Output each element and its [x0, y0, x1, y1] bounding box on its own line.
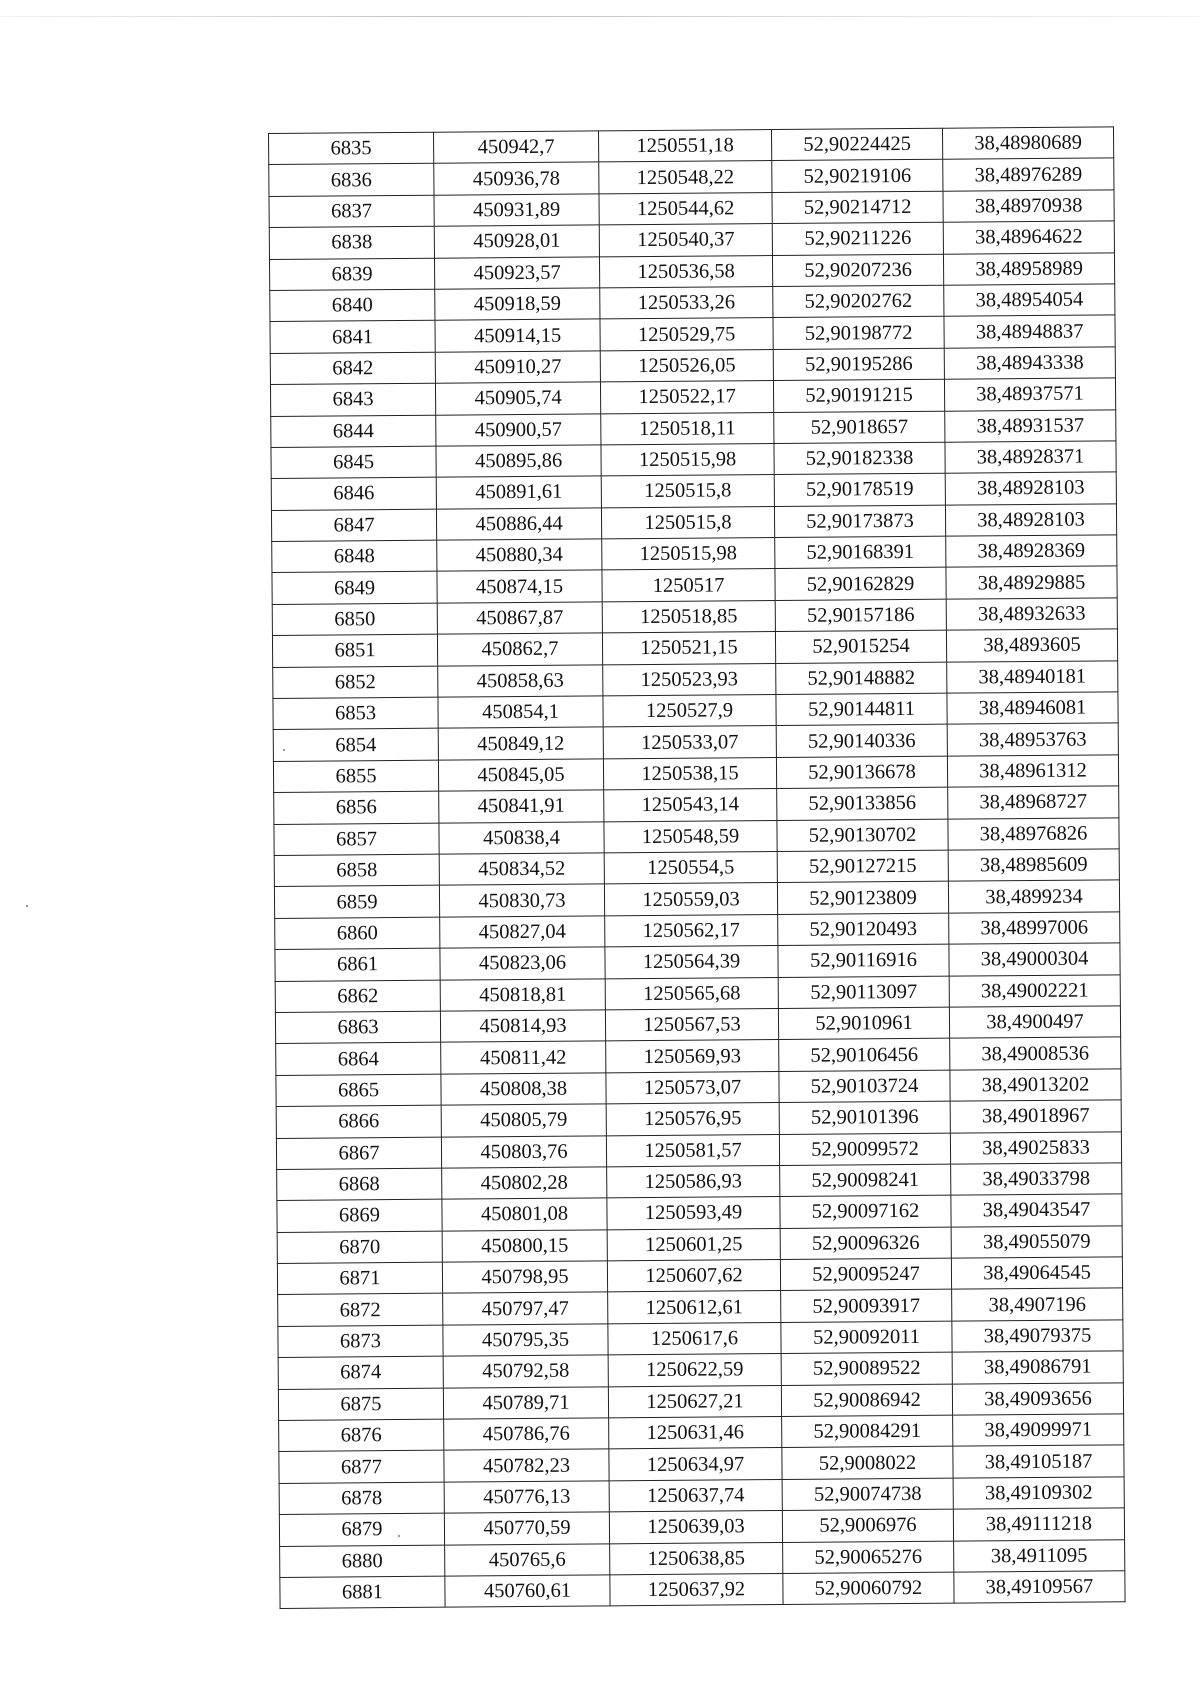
table-cell: 6873 — [278, 1325, 443, 1358]
table-cell: 6866 — [276, 1105, 441, 1138]
table-cell: 6847 — [271, 509, 436, 542]
table-cell: 1250544,62 — [599, 192, 772, 225]
table-cell: 450789,71 — [443, 1386, 608, 1419]
table-cell: 52,90136678 — [776, 756, 947, 789]
table-cell: 450798,95 — [442, 1261, 607, 1294]
table-cell: 52,90095247 — [780, 1258, 951, 1291]
table-cell: 52,90089522 — [781, 1352, 952, 1385]
table-cell: 38,49043547 — [951, 1194, 1122, 1227]
table-cell: 1250601,25 — [607, 1228, 780, 1261]
table-cell: 52,90202762 — [773, 285, 944, 318]
table-cell: 1250631,46 — [609, 1417, 782, 1450]
table-cell: 38,49109302 — [953, 1477, 1124, 1510]
coordinates-table-body — [269, 127, 1126, 1609]
table-cell: 6844 — [271, 415, 436, 448]
table-cell: 6881 — [280, 1576, 445, 1609]
table-cell: 6862 — [275, 980, 440, 1013]
table-cell: 38,48968727 — [948, 786, 1119, 819]
table-cell: 6875 — [278, 1388, 443, 1421]
table-cell: 450936,78 — [434, 162, 599, 195]
table-cell: 52,9006976 — [782, 1509, 953, 1542]
table-cell: 6859 — [274, 886, 439, 919]
table-cell: 52,90120493 — [778, 913, 949, 946]
table-cell: 450803,76 — [441, 1135, 606, 1168]
table-cell: 1250564,39 — [605, 946, 778, 979]
table-cell: 52,90168391 — [775, 536, 946, 569]
table-cell: 52,90065276 — [783, 1541, 954, 1574]
table-cell: 6874 — [278, 1356, 443, 1389]
table-cell: 38,48932633 — [946, 598, 1117, 631]
table-cell: 450797,47 — [443, 1292, 608, 1325]
table-cell: 450765,6 — [445, 1543, 610, 1576]
table-row — [280, 1571, 1125, 1609]
table-cell: 1250567,53 — [605, 1008, 778, 1041]
table-cell: 38,48997006 — [949, 912, 1120, 945]
table-cell: 450931,89 — [434, 194, 599, 227]
table-cell: 1250538,15 — [603, 757, 776, 790]
table-cell: 52,90219106 — [772, 160, 943, 193]
table-cell: 38,48929885 — [946, 566, 1117, 599]
table-cell: 6872 — [278, 1294, 443, 1327]
table-cell: 38,4893605 — [946, 629, 1117, 662]
table-cell: 6868 — [277, 1168, 442, 1201]
table-cell: 38,48931537 — [945, 409, 1116, 442]
table-cell: 6845 — [271, 446, 436, 479]
table-cell: 52,90096326 — [780, 1227, 951, 1260]
table-cell: 38,49000304 — [949, 943, 1120, 976]
table-cell: 1250569,93 — [606, 1040, 779, 1073]
table-cell: 450776,13 — [444, 1481, 609, 1514]
table-cell: 38,49086791 — [952, 1351, 1123, 1384]
table-cell: 450862,7 — [437, 633, 602, 666]
table-cell: 52,90106456 — [779, 1039, 950, 1072]
table-cell: 38,4900497 — [949, 1006, 1120, 1039]
table-cell: 6860 — [275, 917, 440, 950]
table-cell: 52,9008022 — [782, 1447, 953, 1480]
table-cell: 38,49025833 — [950, 1131, 1121, 1164]
table-cell: 52,90148882 — [776, 662, 947, 695]
table-cell: 38,48928371 — [945, 441, 1116, 474]
table-cell: 52,90098241 — [780, 1164, 951, 1197]
table-cell: 52,90133856 — [777, 787, 948, 820]
table-cell: 450880,34 — [437, 539, 602, 572]
table-cell: 38,48937571 — [944, 378, 1115, 411]
table-cell: 1250637,92 — [610, 1573, 783, 1606]
table-cell: 1250533,07 — [603, 726, 776, 759]
table-cell: 6856 — [274, 791, 439, 824]
table-cell: 6843 — [270, 383, 435, 416]
table-cell: 52,90162829 — [775, 568, 946, 601]
table-cell: 38,49111218 — [953, 1508, 1124, 1541]
table-cell: 38,48970938 — [943, 190, 1114, 223]
table-cell: 52,90224425 — [771, 128, 942, 161]
table-cell: 450923,57 — [434, 256, 599, 289]
table-cell: 6867 — [276, 1137, 441, 1170]
table-cell: 450874,15 — [437, 570, 602, 603]
table-cell: 52,90116916 — [778, 944, 949, 977]
table-cell: 52,90191215 — [773, 379, 944, 412]
table-cell: 38,4899234 — [948, 880, 1119, 913]
table-cell: 6878 — [279, 1482, 444, 1515]
table-cell: 450942,7 — [433, 131, 598, 164]
table-cell: 38,49055079 — [951, 1225, 1122, 1258]
table-cell: 1250559,03 — [604, 883, 777, 916]
table-cell: 1250536,58 — [599, 255, 772, 288]
table-cell: 38,48948837 — [944, 315, 1115, 348]
table-cell: 1250607,62 — [607, 1260, 780, 1293]
coordinates-table — [268, 126, 1126, 1609]
table-cell: 1250515,98 — [601, 443, 774, 476]
table-cell: 6880 — [280, 1545, 445, 1578]
table-cell: 450792,58 — [443, 1355, 608, 1388]
table-cell: 1250521,15 — [602, 632, 775, 665]
table-cell: 1250634,97 — [609, 1448, 782, 1481]
table-cell: 6846 — [271, 477, 436, 510]
table-cell: 6855 — [273, 760, 438, 793]
table-cell: 450838,4 — [439, 821, 604, 854]
table-cell: 450808,38 — [441, 1073, 606, 1106]
table-cell: 1250551,18 — [598, 130, 771, 163]
table-cell: 450801,08 — [442, 1198, 607, 1231]
table-cell: 52,90103724 — [779, 1070, 950, 1103]
table-cell: 6852 — [273, 666, 438, 699]
table-cell: 38,4911095 — [954, 1539, 1125, 1572]
table-cell: 450800,15 — [442, 1230, 607, 1263]
table-cell: 450845,05 — [438, 759, 603, 792]
table-cell: 52,90207236 — [772, 254, 943, 287]
table-cell: 38,49013202 — [950, 1069, 1121, 1102]
table-cell: 38,48976289 — [943, 158, 1114, 191]
table-cell: 38,48961312 — [947, 755, 1118, 788]
table-cell: 38,48964622 — [943, 221, 1114, 254]
table-cell: 52,90140336 — [776, 725, 947, 758]
table-cell: 6840 — [270, 289, 435, 322]
table-cell: 1250527,9 — [603, 695, 776, 728]
table-cell: 450886,44 — [436, 508, 601, 541]
table-cell: 52,90093917 — [781, 1290, 952, 1323]
table-cell: 52,90099572 — [779, 1133, 950, 1166]
table-cell: 6837 — [269, 195, 434, 228]
table-cell: 1250543,14 — [604, 789, 777, 822]
table-cell: 1250533,26 — [600, 286, 773, 319]
table-cell: 38,49033798 — [951, 1163, 1122, 1196]
table-cell: 52,90127215 — [777, 850, 948, 883]
table-cell: 6836 — [269, 164, 434, 197]
scan-edge-line — [0, 16, 1200, 17]
scan-speck — [398, 1535, 400, 1537]
table-cell: 1250523,93 — [603, 663, 776, 696]
table-cell: 52,90195286 — [773, 348, 944, 381]
table-cell: 450928,01 — [434, 225, 599, 258]
table-cell: 450900,57 — [436, 413, 601, 446]
table-cell: 38,49079375 — [952, 1320, 1123, 1353]
table-cell: 6841 — [270, 321, 435, 354]
table-cell: 450770,59 — [444, 1512, 609, 1545]
table-cell: 6858 — [274, 854, 439, 887]
table-cell: 38,49093656 — [952, 1382, 1123, 1415]
table-cell: 52,9010961 — [778, 1007, 949, 1040]
table-cell: 38,48953763 — [947, 723, 1118, 756]
table-cell: 6876 — [279, 1419, 444, 1452]
table-cell: 38,48954054 — [944, 284, 1115, 317]
table-cell: 52,90113097 — [778, 976, 949, 1009]
table-cell: 450910,27 — [435, 351, 600, 384]
table-cell: 38,48985609 — [948, 849, 1119, 882]
table-cell: 1250515,8 — [601, 475, 774, 508]
table-cell: 6848 — [272, 540, 437, 573]
table-cell: 38,49105187 — [953, 1445, 1124, 1478]
table-cell: 38,48943338 — [944, 347, 1115, 380]
table-cell: 1250548,59 — [604, 820, 777, 853]
table-cell: 52,9018657 — [774, 411, 945, 444]
table-cell: 1250518,11 — [601, 412, 774, 445]
table-cell: 1250612,61 — [608, 1291, 781, 1324]
table-cell: 1250617,6 — [608, 1322, 781, 1355]
table-cell: 450834,52 — [439, 853, 604, 886]
table-cell: 52,90101396 — [779, 1101, 950, 1134]
table-cell: 1250515,8 — [601, 506, 774, 539]
table-cell: 52,90074738 — [782, 1478, 953, 1511]
table-cell: 450786,76 — [444, 1418, 609, 1451]
table-cell: 6879 — [279, 1513, 444, 1546]
table-cell: 450914,15 — [435, 319, 600, 352]
table-cell: 38,48928103 — [945, 504, 1116, 537]
table-cell: 1250540,37 — [599, 224, 772, 257]
table-cell: 450811,42 — [441, 1041, 606, 1074]
table-cell: 1250586,93 — [607, 1165, 780, 1198]
table-cell: 6853 — [273, 697, 438, 730]
table-cell: 52,90211226 — [772, 222, 943, 255]
table-cell: 6869 — [277, 1199, 442, 1232]
table-cell: 38,48928369 — [946, 535, 1117, 568]
scan-speck — [26, 905, 28, 907]
table-cell: 38,49018967 — [950, 1100, 1121, 1133]
table-cell: 6864 — [276, 1043, 441, 1076]
table-cell: 38,49002221 — [949, 974, 1120, 1007]
table-cell: 1250522,17 — [600, 381, 773, 414]
table-cell: 450895,86 — [436, 445, 601, 478]
table-cell: 6857 — [274, 823, 439, 856]
table-cell: 6870 — [277, 1231, 442, 1264]
table-cell: 52,90182338 — [774, 442, 945, 475]
table-cell: 1250576,95 — [606, 1103, 779, 1136]
table-cell: 450814,93 — [440, 1010, 605, 1043]
table-cell: 52,90198772 — [773, 317, 944, 350]
table-cell: 52,90086942 — [781, 1384, 952, 1417]
table-cell: 450854,1 — [438, 696, 603, 729]
table-cell: 1250515,98 — [602, 538, 775, 571]
table-cell: 52,90123809 — [777, 882, 948, 915]
table-cell: 52,90097162 — [780, 1195, 951, 1228]
table-cell: 6849 — [272, 572, 437, 605]
table-cell: 38,49008536 — [950, 1037, 1121, 1070]
table-cell: 52,90060792 — [783, 1572, 954, 1605]
table-cell: 6877 — [279, 1451, 444, 1484]
table-cell: 6838 — [269, 226, 434, 259]
table-cell: 450867,87 — [437, 602, 602, 635]
table-cell: 38,4907196 — [952, 1288, 1123, 1321]
table-cell: 450760,61 — [445, 1575, 610, 1608]
table-cell: 6865 — [276, 1074, 441, 1107]
table-cell: 52,90157186 — [775, 599, 946, 632]
table-cell: 450830,73 — [439, 884, 604, 917]
table-cell: 38,48946081 — [947, 692, 1118, 725]
table-cell: 52,90092011 — [781, 1321, 952, 1354]
table-cell: 6851 — [272, 634, 437, 667]
table-cell: 1250565,68 — [605, 977, 778, 1010]
table-cell: 6871 — [277, 1262, 442, 1295]
table-cell: 38,48940181 — [947, 660, 1118, 693]
table-cell: 450795,35 — [443, 1324, 608, 1357]
table-cell: 450805,79 — [441, 1104, 606, 1137]
table-cell: 450827,04 — [440, 916, 605, 949]
table-cell: 450782,23 — [444, 1449, 609, 1482]
table-cell: 450891,61 — [436, 476, 601, 509]
table-cell: 38,48980689 — [942, 127, 1113, 160]
table-cell: 52,90084291 — [782, 1415, 953, 1448]
table-cell: 450905,74 — [435, 382, 600, 415]
table-cell: 450823,06 — [440, 947, 605, 980]
table-cell: 450818,81 — [440, 978, 605, 1011]
table-cell: 6835 — [269, 132, 434, 165]
table-cell: 1250554,5 — [604, 852, 777, 885]
table-cell: 1250638,85 — [610, 1542, 783, 1575]
table-cell: 38,48958989 — [943, 252, 1114, 285]
table-cell: 52,90173873 — [774, 505, 945, 538]
table-cell: 1250518,85 — [602, 600, 775, 633]
table-cell: 1250593,49 — [607, 1197, 780, 1230]
table-cell: 6850 — [272, 603, 437, 636]
table-cell: 450849,12 — [438, 727, 603, 760]
table-cell: 1250517 — [602, 569, 775, 602]
table-cell: 52,90130702 — [777, 819, 948, 852]
table-cell: 1250639,03 — [609, 1511, 782, 1544]
table-cell: 52,90144811 — [776, 693, 947, 726]
table-cell: 38,48928103 — [945, 472, 1116, 505]
table-cell: 1250581,57 — [606, 1134, 779, 1167]
table-cell: 1250637,74 — [609, 1479, 782, 1512]
table-cell: 52,90214712 — [772, 191, 943, 224]
table-cell: 1250622,59 — [608, 1354, 781, 1387]
table-cell: 450858,63 — [438, 665, 603, 698]
table-cell: 6842 — [270, 352, 435, 385]
table-cell: 6839 — [269, 258, 434, 291]
table-cell: 1250526,05 — [600, 349, 773, 382]
table-cell: 52,9015254 — [775, 630, 946, 663]
table-cell: 52,90178519 — [774, 473, 945, 506]
table-cell: 38,48976826 — [948, 817, 1119, 850]
table-cell: 450841,91 — [439, 790, 604, 823]
table-cell: 1250529,75 — [600, 318, 773, 351]
table-cell: 38,49099971 — [953, 1414, 1124, 1447]
table-cell: 38,49109567 — [954, 1571, 1125, 1604]
table-cell: 450802,28 — [442, 1167, 607, 1200]
table-cell: 1250573,07 — [606, 1071, 779, 1104]
table-cell: 1250562,17 — [605, 914, 778, 947]
scan-speck — [283, 749, 285, 751]
table-cell: 1250627,21 — [608, 1385, 781, 1418]
table-cell: 6863 — [275, 1011, 440, 1044]
table-cell: 450918,59 — [435, 288, 600, 321]
table-cell: 6861 — [275, 948, 440, 981]
table-cell: 38,49064545 — [951, 1257, 1122, 1290]
table-cell: 6854 — [273, 729, 438, 762]
table-cell: 1250548,22 — [599, 161, 772, 194]
